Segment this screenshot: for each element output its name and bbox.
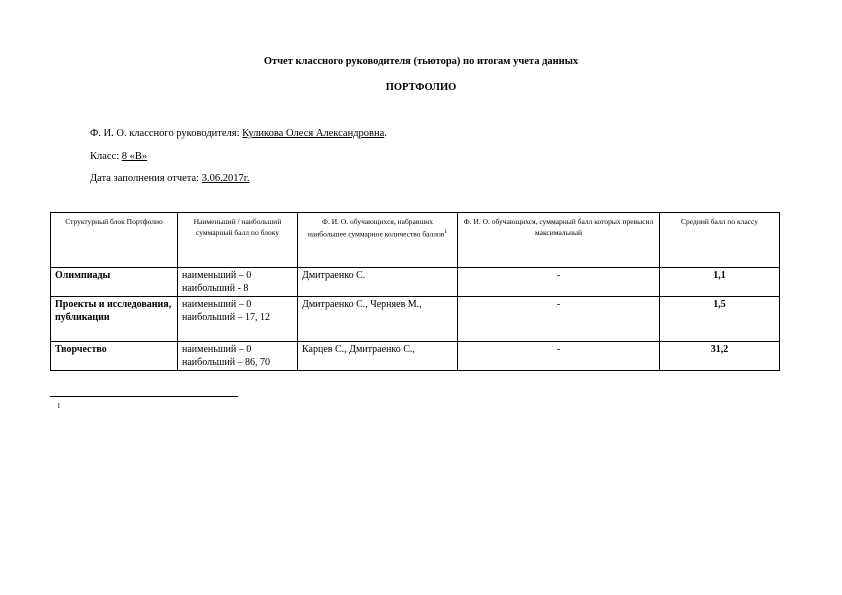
page-title: Отчет классного руководителя (тьютора) по итогам учета данных — [263, 56, 579, 67]
range-max: наибольший – 86, 70 — [182, 357, 271, 368]
row-exceeded: - — [458, 268, 660, 297]
row-range — [178, 268, 298, 297]
class-value: 8 «В» — [121, 151, 148, 162]
row-block: Проекты и исследования, публикации — [51, 297, 178, 342]
class-label: Класс: — [90, 151, 122, 162]
header-top-students — [298, 213, 458, 268]
teacher-field — [90, 128, 387, 139]
teacher-value: Куликова Олеся Александровна — [242, 128, 385, 139]
teacher-suffix: . — [384, 128, 387, 139]
header-range: Наименьший / наибольший суммарный балл по блоку — [178, 213, 298, 268]
range-min: наименьший – 0 — [182, 344, 252, 355]
row-top-students: Карцев С., Дмитраенко С., — [298, 342, 458, 371]
row-block: Творчество — [51, 342, 178, 371]
range-max: наибольший - 8 — [182, 283, 249, 294]
range-max: наибольший – 17, 12 — [182, 312, 271, 323]
row-average: 1,1 — [660, 268, 780, 297]
row-exceeded: - — [458, 297, 660, 342]
date-label: Дата заполнения отчета: — [90, 173, 202, 184]
header-block: Структурный блок Портфолио — [51, 213, 178, 268]
table-row — [51, 268, 780, 297]
row-exceeded: - — [458, 342, 660, 371]
footnote-mark: 1 — [57, 402, 61, 410]
row-range — [178, 342, 298, 371]
row-average: 31,2 — [660, 342, 780, 371]
page-subtitle: ПОРТФОЛИО — [385, 82, 457, 93]
table-row — [51, 297, 780, 342]
row-top-students: Дмитраенко С., Черняев М., — [298, 297, 458, 342]
row-block: Олимпиады — [51, 268, 178, 297]
header-top-students-text: Ф. И. О. обучающихся, набравших наибольшее суммарное количество баллов — [307, 217, 445, 239]
class-field — [90, 151, 147, 162]
header-average: Средний балл по классу — [660, 213, 780, 268]
portfolio-table — [50, 212, 780, 371]
row-range — [178, 297, 298, 342]
range-min: наименьший – 0 — [182, 270, 252, 281]
table-row — [51, 342, 780, 371]
date-value: 3.06.2017г. — [201, 173, 250, 184]
teacher-label: Ф. И. О. классного руководителя: — [90, 128, 243, 139]
header-footnote-mark: 1 — [444, 229, 448, 235]
row-average: 1,5 — [660, 297, 780, 342]
header-exceeded: Ф. И. О. обучающихся, суммарный балл которых превысил максимальный — [458, 213, 660, 268]
table-header-row — [51, 213, 780, 268]
row-top-students: Дмитраенко С. — [298, 268, 458, 297]
date-field — [90, 173, 249, 184]
range-min: наименьший – 0 — [182, 299, 252, 310]
footnote-divider — [50, 396, 238, 397]
